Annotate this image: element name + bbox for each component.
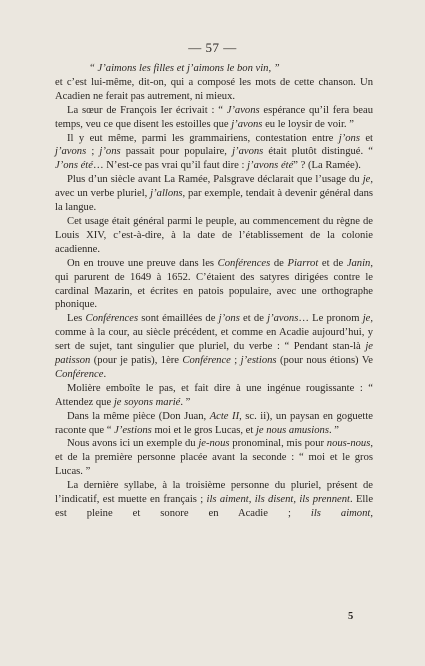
italic-text: j’ons <box>99 146 121 158</box>
italic-text: j’avons <box>231 118 263 130</box>
text-run: ; <box>230 355 241 367</box>
text-run: . <box>103 368 107 380</box>
text-run: La sœur de François Ier écrivait : “ <box>67 104 227 116</box>
text-run: et de <box>318 257 347 269</box>
italic-text: je patisson <box>55 341 373 367</box>
italic-text: Janin <box>346 257 371 269</box>
text-run: espérance qu’il fera beau temps, veu ce que disent les estoilles que <box>55 104 373 130</box>
text-run: , <box>370 508 373 519</box>
italic-text: j’avons <box>55 146 87 158</box>
text-run: On en trouve une preuve dans les <box>67 257 218 269</box>
text-run: et <box>359 132 374 144</box>
text-run: était plutôt distingué. “ <box>263 146 373 158</box>
text-run: La dernière syllabe, à la troisième personne du pluriel, présent de l’indicatif, est muette en français ; <box>55 480 373 506</box>
text-run: . Elle est pleine et sonore en Acadie ; <box>55 494 374 519</box>
italic-text: Piarrot <box>287 257 319 269</box>
body-text <box>55 62 373 521</box>
text-run: , qui parurent de 1649 à 1652. C’étaient des satyres dirigées contre le cardinal Mazarin, et écrites en patois populaire, avec une orthographe phonique. <box>55 257 374 311</box>
italic-text: “ J’aimons les filles et j’aimons le bon vin, ” <box>89 63 280 74</box>
italic-text: j’ons <box>338 132 360 144</box>
text-run: . ” <box>180 396 191 408</box>
paragraph <box>55 104 373 132</box>
page-number: — 57 — <box>188 40 237 55</box>
italic-text: Conférences <box>85 313 139 325</box>
paragraph <box>55 410 373 438</box>
text-run: , avec un verbe pluriel, <box>55 174 373 200</box>
italic-text: Conférences <box>217 257 271 269</box>
italic-text: ils aimont <box>310 508 371 519</box>
signature-mark: 5 <box>348 611 354 622</box>
text-run: pronominal, mis pour <box>229 438 327 450</box>
paragraph <box>55 62 373 76</box>
text-run: passait pour populaire, <box>120 146 233 158</box>
paragraph <box>55 132 373 174</box>
italic-text: j’avons <box>267 313 299 325</box>
text-run: Les <box>67 313 86 325</box>
paragraph <box>55 312 373 382</box>
italic-text: J’avons <box>226 104 260 116</box>
italic-text: Conférence <box>182 355 231 367</box>
italic-text: j’estions <box>240 355 277 367</box>
paragraph <box>55 173 373 215</box>
text-run: Cet usage était général parmi le peuple, au commencement du règne de Louis XIV, c’est-à-dire, à la date de l’établissement de la colonie acadienne. <box>55 215 373 255</box>
text-run: ” ? (La Ramée). <box>293 160 361 172</box>
italic-text: j’avons été <box>247 160 294 172</box>
text-run: . ” <box>328 424 339 436</box>
italic-text: je <box>362 174 371 186</box>
italic-text: Acte II <box>209 410 240 422</box>
paragraph <box>55 479 373 521</box>
italic-text: nous-nous <box>326 438 371 450</box>
paragraph <box>55 437 373 479</box>
text-run: , comme à la cour, au siècle précédent, et comme en Acadie aujourd’hui, y sert de sujet, tant singulier que pluriel, du verbe : “ Pendant stan-là <box>55 313 374 353</box>
italic-text: j’avons <box>232 146 264 158</box>
italic-text: je <box>362 313 371 325</box>
italic-text: je nous amusions <box>255 424 329 436</box>
text-run: … Le pronom <box>298 313 363 325</box>
paragraph <box>55 215 373 257</box>
italic-text: Conférence <box>55 368 104 380</box>
text-run: Nous avons ici un exemple du <box>67 438 199 450</box>
text-run: , par exemple, tendait à devenir général dans la langue. <box>55 188 373 214</box>
text-run: … N’est-ce pas vrai qu’il faut dire : <box>92 160 248 172</box>
text-run: Il y eut même, parmi les grammairiens, contestation entre <box>67 132 339 144</box>
italic-text: J’ons été <box>55 160 93 172</box>
italic-text: j’ons <box>218 313 240 325</box>
text-run: , et de la première personne placée avant la seconde : “ moi et le gros Lucas. ” <box>55 438 373 478</box>
paragraph <box>55 382 373 410</box>
text-run: Plus d’un siècle avant La Ramée, Palsgrave déclarait que l’usage du <box>67 174 363 186</box>
text-run: Dans la même pièce (Don Juan, <box>67 410 210 422</box>
italic-text: je soyons marié <box>113 396 181 408</box>
text-run: Molière emboîte le pas, et fait dire à une ingénue rougissante : “ Attendez que <box>55 382 373 408</box>
text-run: eu le loysir de voir. ” <box>262 118 354 130</box>
text-run: (pour nous étions) Ve <box>276 355 373 367</box>
text-run: moi et le gros Lucas, et <box>151 424 256 436</box>
text-run: ; <box>86 146 100 158</box>
text-run: et c’est lui-même, dit-on, qui a composé les mots de cette chanson. Un Acadien ne ferait pas autrement, ni mieux. <box>55 76 373 102</box>
paragraph <box>55 76 373 104</box>
italic-text: ils aiment, ils disent, ils prennent <box>206 494 350 506</box>
italic-text: je-nous <box>198 438 230 450</box>
text-run: de <box>270 257 288 269</box>
text-run: , sc. ii), un paysan en goguette raconte que “ <box>55 410 373 436</box>
text-run: et de <box>239 313 268 325</box>
text-run: sont émaillées de <box>138 313 219 325</box>
paragraph <box>55 257 373 313</box>
italic-text: J’estions <box>114 424 152 436</box>
text-run: (pour je patis), 1ère <box>90 355 183 367</box>
italic-text: j’allons <box>150 188 183 200</box>
